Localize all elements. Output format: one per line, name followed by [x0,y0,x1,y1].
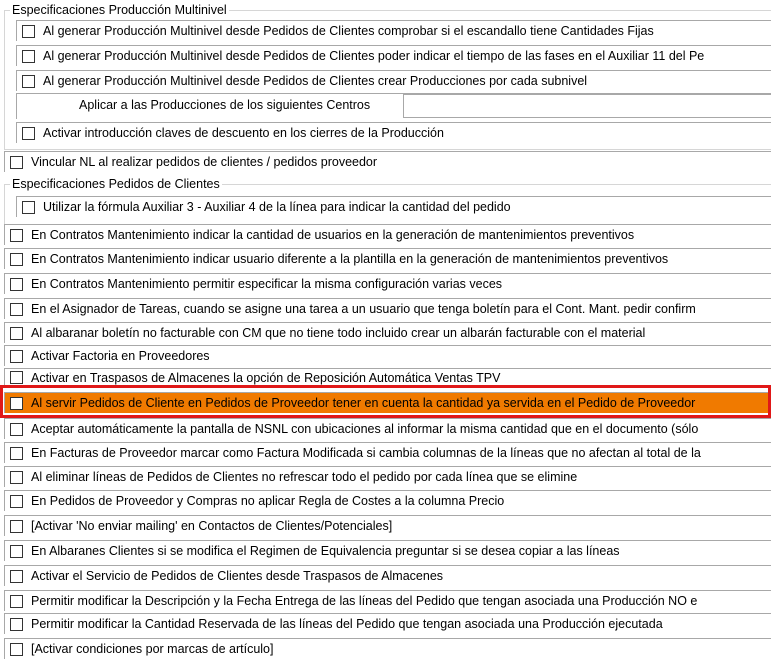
option-label: Al generar Producción Multinivel desde Pedidos de Clientes crear Producciones por cada subnivel [43,74,588,88]
option-label: En Facturas de Proveedor marcar como Factura Modificada si cambia columnas de la líneas que no afectan al total de la [31,446,701,460]
checkbox[interactable] [10,397,23,410]
option-row[interactable] [4,515,771,536]
multinivel-group-title: Especificaciones Producción Multinivel [12,3,227,17]
option-label: Al albaranar boletín no facturable con CM que no tiene todo incluido crear un albarán facturable con el material [31,326,646,340]
option-row[interactable] [4,224,771,245]
option-row[interactable] [16,70,771,91]
option-label: Al generar Producción Multinivel desde Pedidos de Clientes comprobar si el escandallo tiene Cantidades Fijas [43,24,654,38]
option-row[interactable] [4,322,771,343]
checkbox[interactable] [10,327,23,340]
checkbox[interactable] [22,25,35,38]
centros-input[interactable] [403,94,771,118]
checkbox[interactable] [10,350,23,363]
checkbox[interactable] [10,570,23,583]
option-row[interactable] [16,20,771,41]
checkbox[interactable] [10,371,23,384]
option-label: Aceptar automáticamente la pantalla de NSNL con ubicaciones al informar la misma cantidad que en el documento (sólo [31,422,699,436]
option-row[interactable] [4,590,771,611]
option-label: Activar el Servicio de Pedidos de Clientes desde Traspasos de Almacenes [31,569,444,583]
option-row[interactable] [16,45,771,66]
option-row[interactable] [4,248,771,269]
checkbox[interactable] [22,127,35,140]
checkbox[interactable] [10,495,23,508]
option-label: Al generar Producción Multinivel desde Pedidos de Clientes poder indicar el tiempo de las fases en el Auxiliar 11 del Pe [43,49,705,63]
option-label: En Contratos Mantenimiento indicar usuario diferente a la plantilla en la generación de mantenimientos preventivos [31,252,669,266]
option-row[interactable] [4,466,771,487]
checkbox[interactable] [22,201,35,214]
checkbox[interactable] [10,447,23,460]
selected-option-row[interactable] [4,392,771,413]
option-row[interactable] [16,122,771,143]
checkbox[interactable] [10,471,23,484]
option-row[interactable] [4,540,771,561]
option-label: Vincular NL al realizar pedidos de clientes / pedidos proveedor [31,155,378,169]
checkbox[interactable] [10,643,23,656]
option-label: Al servir Pedidos de Cliente en Pedidos de Proveedor tener en cuenta la cantidad ya servida en el Pedido de Proveedor [31,396,696,410]
option-label: En el Asignador de Tareas, cuando se asigne una tarea a un usuario que tenga boletín para el Cont. Mant. pedir confirm [31,302,696,316]
checkbox[interactable] [10,303,23,316]
centros-label: Aplicar a las Producciones de los siguientes Centros [79,98,371,112]
option-label: Permitir modificar la Cantidad Reservada de las líneas del Pedido que tengan asociada una Producción ejecutada [31,617,663,631]
option-row[interactable] [4,368,771,386]
pedidos-clientes-group-title: Especificaciones Pedidos de Clientes [12,177,220,191]
checkbox[interactable] [22,50,35,63]
option-row[interactable] [4,345,771,366]
checkbox[interactable] [10,618,23,631]
checkbox[interactable] [10,278,23,291]
option-row[interactable] [16,196,771,217]
option-label: Activar Factoria en Proveedores [31,349,210,363]
option-label: En Contratos Mantenimiento indicar la cantidad de usuarios en la generación de mantenimientos preventivos [31,228,635,242]
option-label: En Pedidos de Proveedor y Compras no aplicar Regla de Costes a la columna Precio [31,494,505,508]
option-row[interactable] [4,638,771,659]
option-row[interactable] [4,442,771,463]
option-label: Activar en Traspasos de Almacenes la opción de Reposición Automática Ventas TPV [31,370,501,385]
option-label: [Activar condiciones por marcas de artículo] [31,642,274,656]
option-label: Activar introducción claves de descuento en los cierres de la Producción [43,126,444,140]
checkbox[interactable] [10,423,23,436]
option-label: En Contratos Mantenimiento permitir especificar la misma configuración varias veces [31,277,503,291]
option-label: Permitir modificar la Descripción y la Fecha Entrega de las líneas del Pedido que tengan asociada una Producción NO e [31,594,698,608]
option-row[interactable] [4,418,771,439]
checkbox[interactable] [22,75,35,88]
checkbox[interactable] [10,595,23,608]
option-row[interactable] [4,613,771,634]
checkbox[interactable] [10,156,23,169]
option-label: Al eliminar líneas de Pedidos de Clientes no refrescar todo el pedido por cada línea que se elimine [31,470,578,484]
checkbox[interactable] [10,545,23,558]
option-row[interactable] [4,490,771,511]
option-label: En Albaranes Clientes si se modifica el Regimen de Equivalencia preguntar si se desea copiar a las líneas [31,544,620,558]
option-row[interactable] [4,565,771,586]
checkbox[interactable] [10,229,23,242]
option-row[interactable] [4,298,771,319]
option-label: Utilizar la fórmula Auxiliar 3 - Auxiliar 4 de la línea para indicar la cantidad del pedido [43,200,511,214]
checkbox[interactable] [10,253,23,266]
option-row[interactable] [4,273,771,294]
option-label: [Activar 'No enviar mailing' en Contactos de Clientes/Potenciales] [31,519,393,533]
checkbox[interactable] [10,520,23,533]
option-row[interactable] [4,151,771,172]
